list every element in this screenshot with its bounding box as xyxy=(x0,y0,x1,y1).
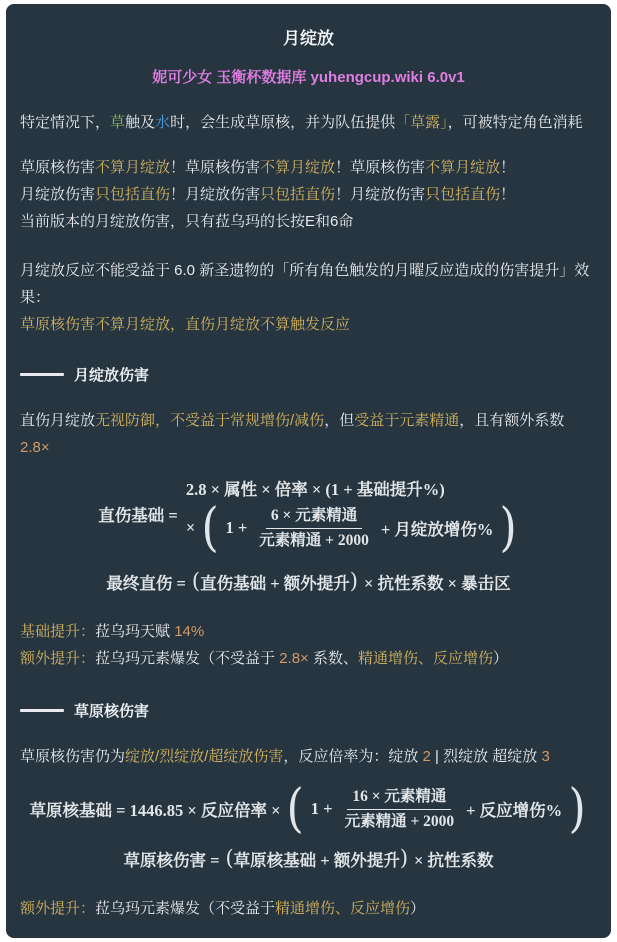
page-title: 月绽放 xyxy=(283,29,334,48)
text-segment: | 烈绽放 超绽放 xyxy=(430,747,542,765)
text-segment: 额外提升： xyxy=(20,899,96,917)
text-segment: ） xyxy=(410,899,426,917)
text-segment: 水 xyxy=(155,114,171,131)
text-segment: 不算月绽放 xyxy=(425,159,501,176)
formula-inner-prefix: 1 + xyxy=(310,799,333,819)
text-segment: 基础提升： xyxy=(20,622,96,640)
text-segment: 特定情况下， xyxy=(20,114,111,131)
warning-line-core-not-bloom xyxy=(20,154,597,181)
text-segment: ，可被特定角色消耗 xyxy=(447,114,583,131)
text-segment: ，且有额外系数 xyxy=(459,412,565,429)
formula-lhs: 直伤基础 = xyxy=(98,506,178,526)
text-segment: 2.8× xyxy=(20,439,50,456)
text-segment: 系数、 xyxy=(308,649,358,667)
section-header-core-damage xyxy=(20,700,597,721)
text-segment: 精通增伤、反应增伤 xyxy=(357,649,493,667)
text-segment: ！月绽放伤害 xyxy=(170,186,261,203)
fraction-numerator: 6 × 元素精通 xyxy=(266,506,362,529)
fraction-denominator: 元素精通 + 2000 xyxy=(344,812,455,830)
text-segment: 只包括直伤 xyxy=(260,186,336,203)
text-segment: 2 xyxy=(422,747,431,765)
text-segment: 草原核伤害仍为 xyxy=(20,747,126,765)
formula-tail: × 抗性系数 × 暴击区 xyxy=(363,573,511,593)
text-segment: 菈乌玛元素爆发（不受益于 xyxy=(95,649,280,667)
fraction-denominator: 元素精通 + 2000 xyxy=(259,531,369,549)
text-segment: ！ xyxy=(500,159,516,176)
text-segment: 月绽放伤害 xyxy=(20,186,96,203)
text-segment: 精通增伤、反应增伤 xyxy=(275,899,411,917)
extra-boost-line xyxy=(20,645,597,672)
formula-inner-prefix: 1 + xyxy=(225,518,248,538)
text-segment: 不算月绽放 xyxy=(95,159,171,176)
fraction-numerator: 16 × 元素精通 xyxy=(347,787,451,810)
subtitle-wiki-credit: 妮可少女 玉衡杯数据库 yuhengcup.wiki 6.0v1 xyxy=(152,69,465,86)
warning-line-current-version xyxy=(20,208,597,235)
text-segment: 菈乌玛天赋 xyxy=(95,622,175,640)
warning-line-direct-only xyxy=(20,181,597,208)
boost-notes-block xyxy=(20,618,597,672)
text-segment: 月绽放反应不能受益于 6.0 新圣遗物的「所有角色触发的月曜反应造成的伤害提升」效果： xyxy=(20,262,590,306)
text-segment: 触及 xyxy=(125,114,156,131)
formula-lhs: 草原核伤害 = xyxy=(123,850,220,870)
open-paren-icon: ( xyxy=(191,569,201,594)
formula-row2 xyxy=(185,498,519,558)
close-paren-icon: ) xyxy=(499,498,518,558)
formula-inner-suffix: + 反应增伤% xyxy=(466,801,563,821)
paragraph-intro xyxy=(20,109,597,136)
text-segment: ！ xyxy=(500,186,516,203)
section-dash xyxy=(20,709,64,712)
fraction xyxy=(254,506,374,551)
text-segment: ！草原核伤害 xyxy=(335,159,426,176)
artifact-note-block xyxy=(20,257,597,338)
base-boost-line xyxy=(20,618,597,645)
section-title: 草原核伤害 xyxy=(74,702,150,720)
open-paren-icon: ( xyxy=(225,846,234,871)
content-panel xyxy=(6,4,611,938)
times-operator: × xyxy=(185,518,196,538)
text-segment: 只包括直伤 xyxy=(95,186,171,203)
formula-final-direct-damage xyxy=(20,570,597,594)
text-segment: 额外提升： xyxy=(20,649,96,667)
close-paren-icon: ) xyxy=(399,846,409,871)
formula-body: 草原核基础 + 额外提升 xyxy=(233,850,400,870)
section-title: 月绽放伤害 xyxy=(74,367,150,384)
formula-core-damage xyxy=(20,847,597,871)
text-segment: 只包括直伤 xyxy=(425,186,501,203)
text-segment: ！月绽放伤害 xyxy=(335,186,426,203)
formula-direct-damage-base xyxy=(20,477,597,558)
formula-core-base xyxy=(20,778,597,839)
text-segment: 绽放/烈绽放/超绽放伤害 xyxy=(125,747,284,765)
open-paren-icon: ( xyxy=(287,778,305,839)
formula-lhs: 草原核基础 = 1446.85 × 反应倍率 × xyxy=(29,801,281,821)
formula-inline xyxy=(29,778,588,839)
formula-stack xyxy=(185,477,519,558)
text-segment: 无视防御，不受益于常规增伤/减伤 xyxy=(95,412,325,429)
formula-body: 直伤基础 + 额外提升 xyxy=(200,573,350,593)
warning-block xyxy=(20,154,597,235)
text-segment: 3 xyxy=(541,747,550,765)
artifact-note-line2 xyxy=(20,311,597,338)
section-header-bloom-damage xyxy=(20,364,597,385)
section-dash xyxy=(20,373,64,376)
text-segment: 2.8× xyxy=(279,649,309,667)
text-segment: ，但 xyxy=(324,412,355,429)
open-paren-icon: ( xyxy=(201,498,219,558)
formula-inner-suffix: + 月绽放增伤% xyxy=(380,520,494,540)
text-segment: ！草原核伤害 xyxy=(170,159,261,176)
formula-lhs: 最终直伤 = xyxy=(106,573,186,593)
formula-row1: 2.8 × 属性 × 倍率 × (1 + 基础提升%) xyxy=(185,480,445,499)
text-segment: ） xyxy=(493,649,509,667)
fraction xyxy=(340,787,460,832)
paragraph-core-intro xyxy=(20,743,597,770)
text-segment: 受益于元素精通 xyxy=(354,412,460,429)
text-segment: 时，会生成草原核，并为队伍提供 xyxy=(170,114,396,131)
artifact-note-line1 xyxy=(20,257,597,311)
text-segment: ，反应倍率为：绽放 xyxy=(283,747,423,765)
text-segment: 草原核伤害 xyxy=(20,159,96,176)
text-segment: 「草露」 xyxy=(395,114,448,131)
text-segment: 14% xyxy=(174,622,205,640)
text-segment: 不算月绽放 xyxy=(260,159,336,176)
text-segment: 草原核伤害不算月绽放，直伤月绽放不算触发反应 xyxy=(20,316,351,333)
extra-boost-line-core xyxy=(20,895,597,922)
text-segment: 菈乌玛元素爆发（不受益于 xyxy=(95,899,276,917)
text-segment: 当前版本的月绽放伤害，只有菈乌玛的长按E和6命 xyxy=(20,213,354,230)
text-segment: 直伤月绽放 xyxy=(20,412,96,429)
close-paren-icon: ) xyxy=(568,778,586,839)
paragraph-direct-bloom-intro xyxy=(20,407,597,461)
text-segment: 草 xyxy=(110,114,126,131)
close-paren-icon: ) xyxy=(349,569,358,594)
formula-tail: × 抗性系数 xyxy=(414,850,494,870)
